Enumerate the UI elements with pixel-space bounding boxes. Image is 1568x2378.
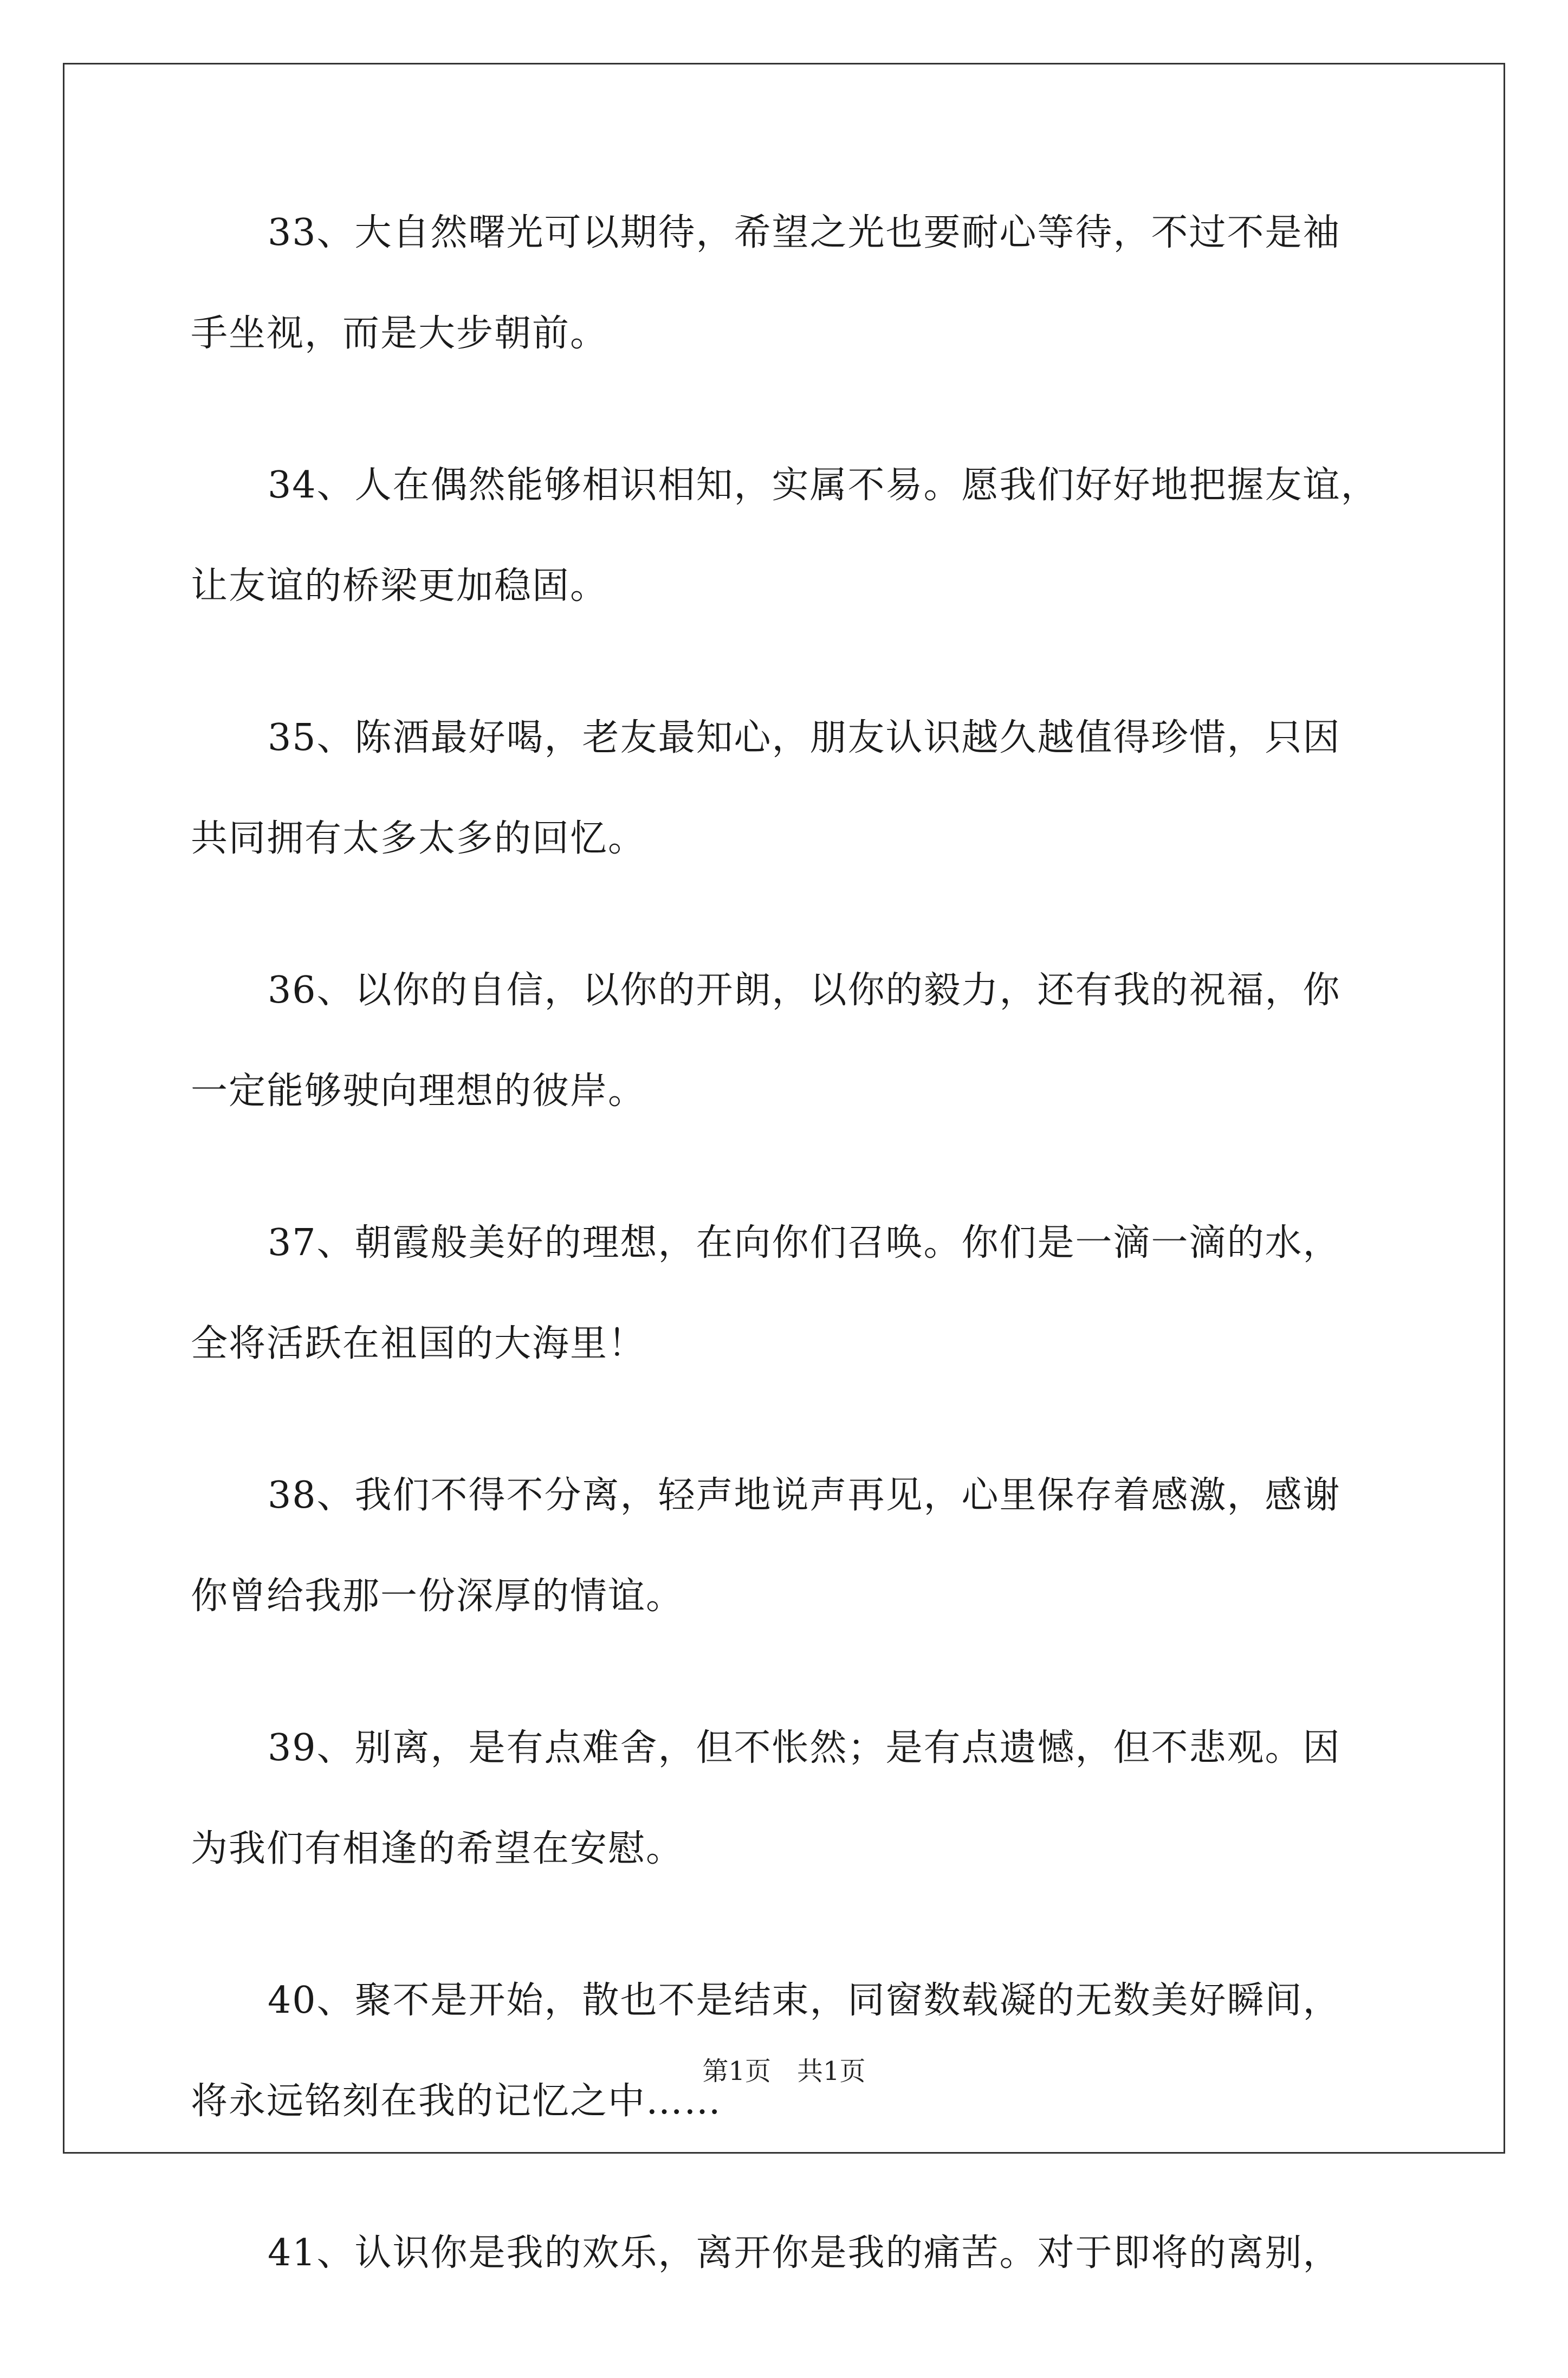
paragraph-line: 共同拥有太多太多的回忆。 — [191, 817, 646, 860]
paragraph-36 — [191, 964, 1383, 1119]
paragraph-line: 全将活跃在祖国的大海里！ — [191, 1322, 646, 1365]
paragraph-line: 33、大自然曙光可以期待，希望之光也要耐心等待，不过不是袖 — [268, 211, 1341, 254]
page-number-footer: 第1页 共1页 — [702, 2056, 866, 2086]
paragraph-line: 35、陈酒最好喝，老友最知心，朋友认识越久越值得珍惜，只因 — [268, 716, 1341, 759]
paragraph-line: 一定能够驶向理想的彼岸。 — [191, 1070, 646, 1113]
paragraph-line: 38、我们不得不分离，轻声地说声再见，心里保存着感激，感谢 — [268, 1474, 1341, 1517]
paragraph-33 — [191, 206, 1383, 361]
paragraph-40 — [191, 1974, 1383, 2129]
paragraph-37 — [191, 1216, 1383, 1371]
paragraph-line: 将永远铭刻在我的记忆之中…… — [191, 2080, 722, 2123]
paragraph-41 — [191, 2226, 1383, 2280]
paragraph-line: 手坐视，而是大步朝前。 — [191, 312, 608, 355]
paragraph-line: 你曾给我那一份深厚的情谊。 — [191, 1575, 684, 1618]
paragraph-line: 39、别离，是有点难舍，但不怅然；是有点遗憾，但不悲观。因 — [268, 1727, 1341, 1769]
paragraph-34 — [191, 458, 1383, 613]
paragraph-line: 为我们有相逢的希望在安慰。 — [191, 1827, 684, 1870]
paragraph-line: 让友谊的桥梁更加稳固。 — [191, 565, 608, 608]
paragraph-35 — [191, 711, 1383, 866]
paragraph-39 — [191, 1721, 1383, 1876]
paragraph-line: 36、以你的自信，以你的开朗，以你的毅力，还有我的祝福，你 — [268, 969, 1341, 1012]
paragraph-38 — [191, 1469, 1383, 1624]
document-body — [191, 206, 1383, 2378]
paragraph-line: 41、认识你是我的欢乐，离开你是我的痛苦。对于即将的离别， — [268, 2232, 1341, 2274]
paragraph-line: 37、朝霞般美好的理想，在向你们召唤。你们是一滴一滴的水， — [268, 1222, 1341, 1264]
paragraph-line: 40、聚不是开始，散也不是结束，同窗数载凝的无数美好瞬间， — [268, 1979, 1341, 2022]
paragraph-line: 34、人在偶然能够相识相知，实属不易。愿我们好好地把握友谊， — [268, 464, 1379, 507]
